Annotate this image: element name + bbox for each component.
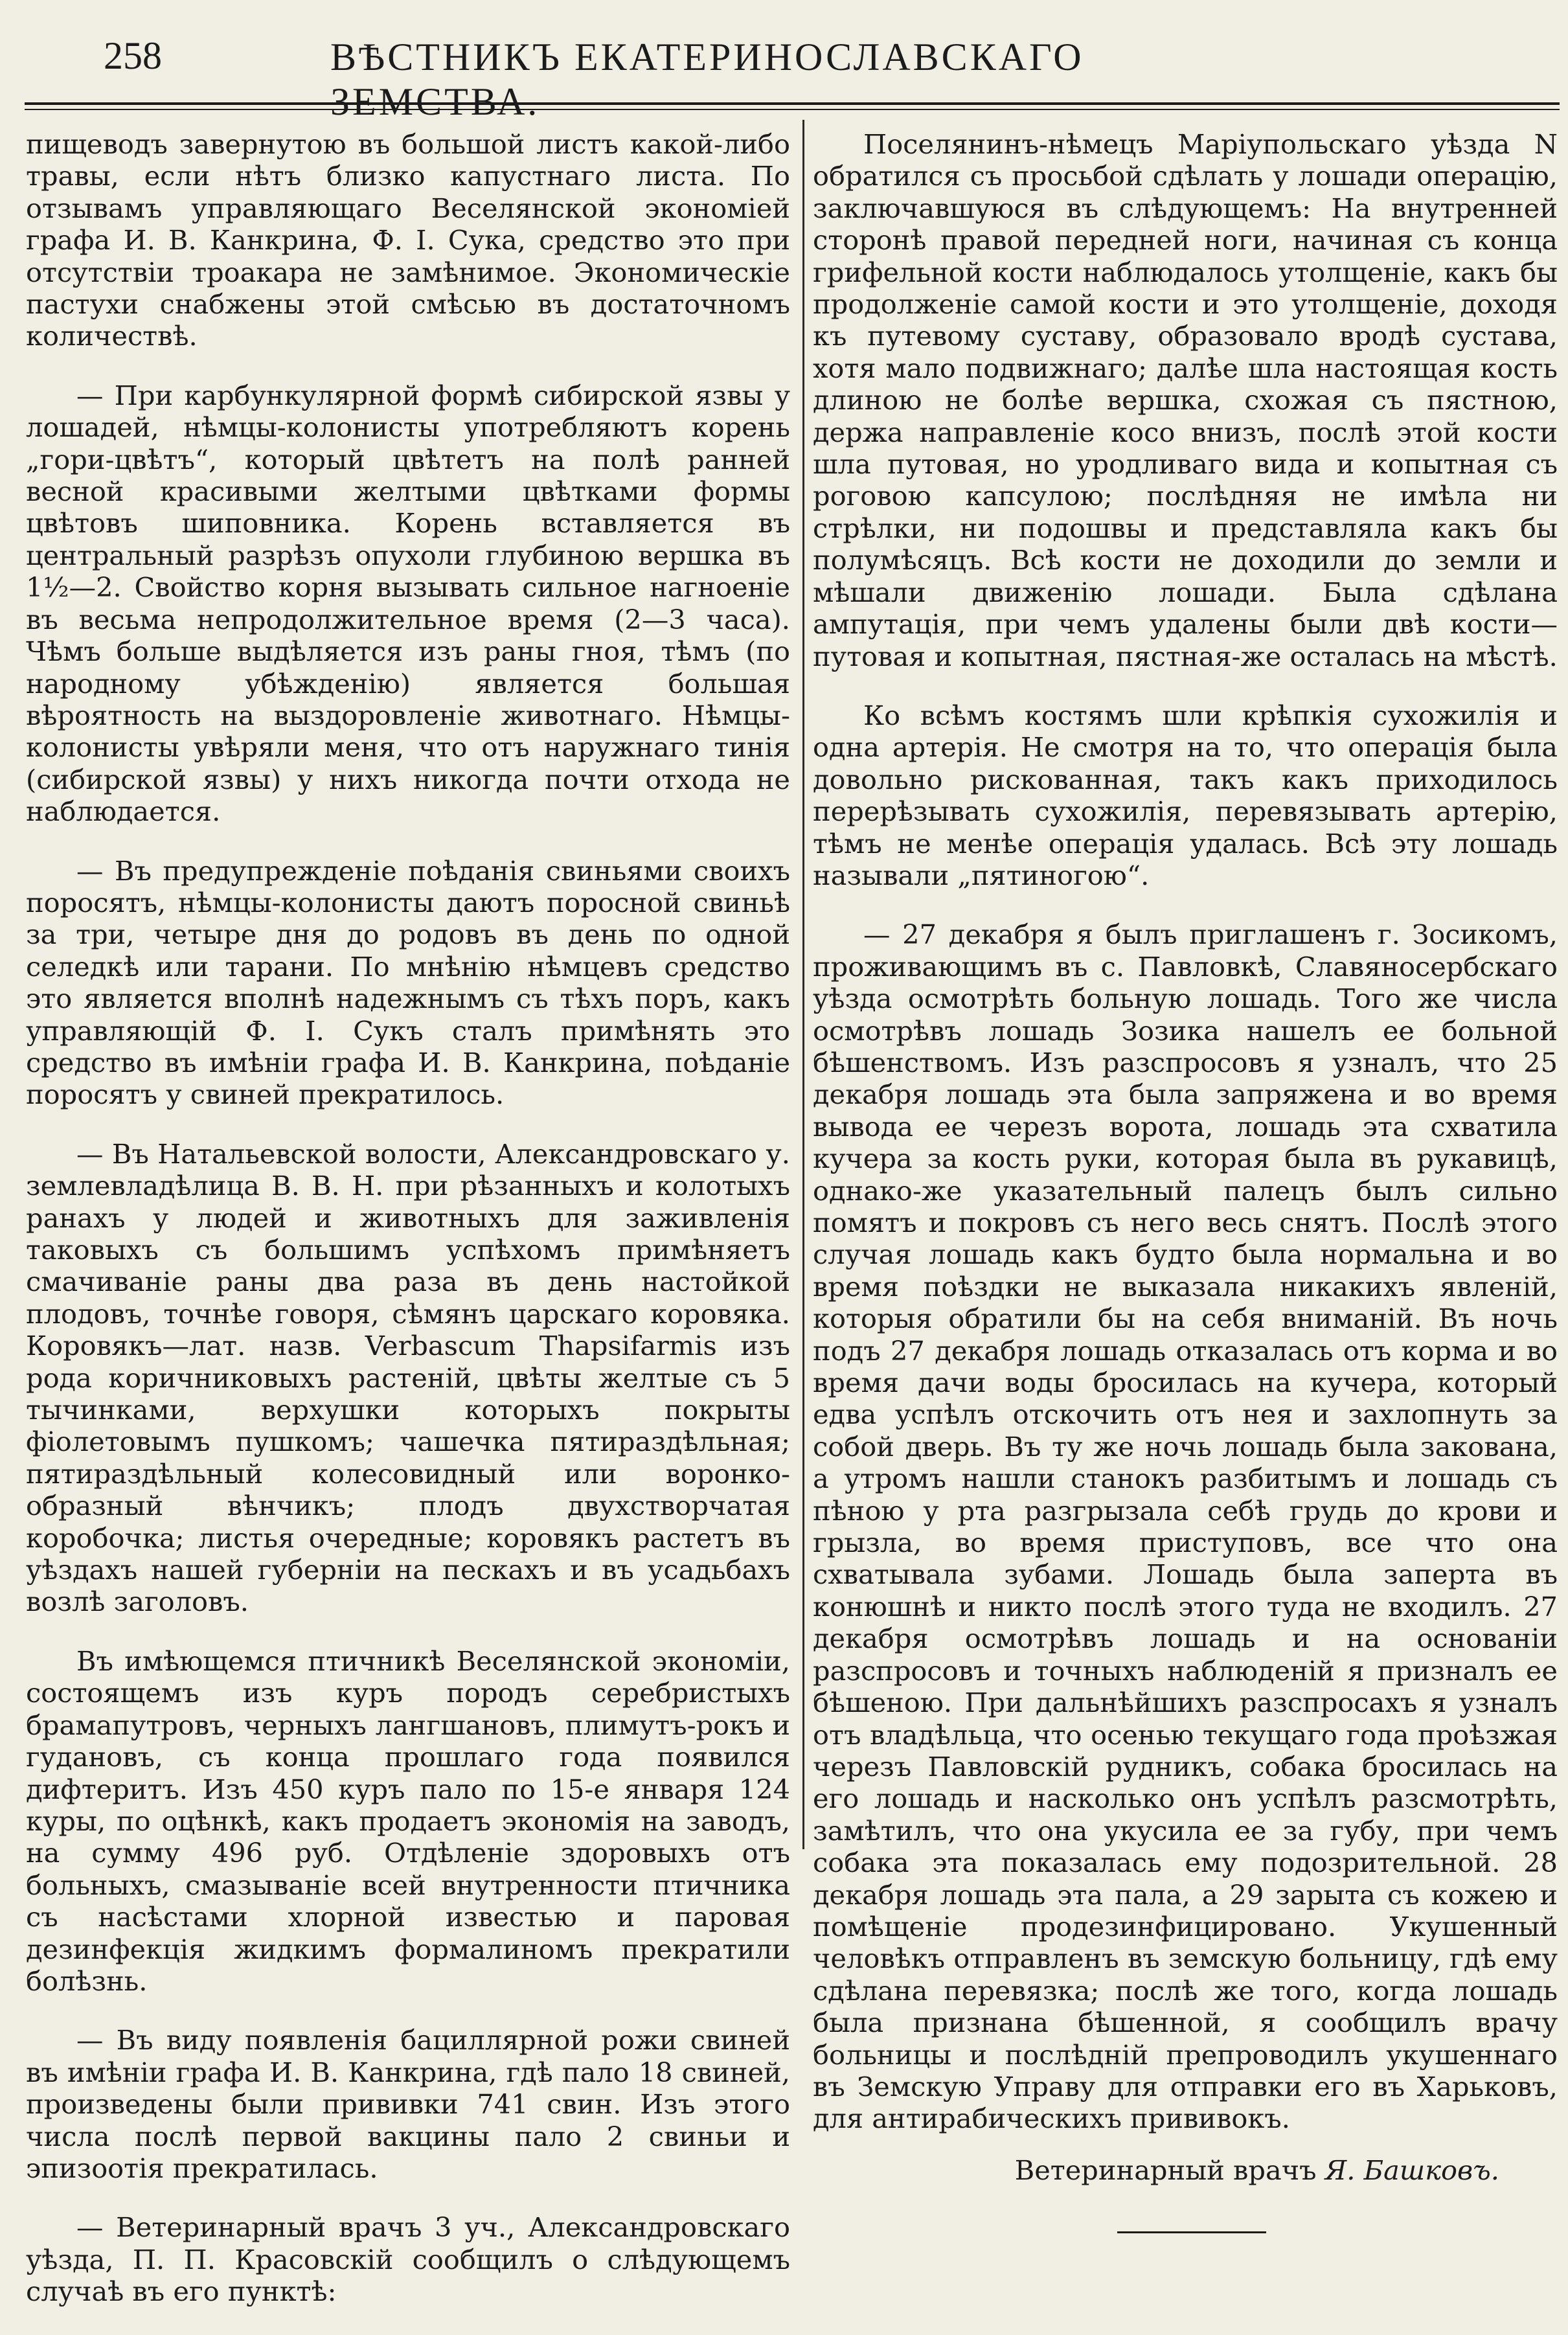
left-column <box>26 128 790 2335</box>
end-rule <box>1117 2231 1266 2233</box>
paragraph: — 27 декабря я былъ приглашенъ г. Зосикомъ, проживающимъ въ с. Павловкѣ, Славяносербскаго уѣзда осмотрѣть больную лошадь. Того же числа осмотрѣвъ лошадь Зозика нашелъ ее больной бѣшенствомъ. Изъ разспросовъ я узналъ, что 25 декабря лошадь эта была запряжена и во время вывода ее черезъ ворота, лошадь эта схватила кучера за кость руки, которая была въ рукавицѣ, однако-же указательный палецъ былъ сильно помятъ и покровъ съ него весь снятъ. Послѣ этого случая лошадь какъ будто была нормальна и во время поѣздки не выказала никакихъ явленій, которыя обратили бы на себя вниманій. Въ ночь подъ 27 декабря лошадь отказалась отъ корма и во время дачи воды бросилась на кучера, который едва успѣлъ отскочить отъ нея и захлопнуть за собой дверь. Въ ту же ночь лошадь была закована, а утромъ нашли станокъ разбитымъ и лошадь съ пѣною у рта разгрызала себѣ грудь до крови и грызла, во время приступовъ, все что она схватывала зубами. Лошадь была заперта въ конюшнѣ и никто послѣ этого туда не входилъ. 27 декабря осмотрѣвъ лошадь и на основаніи разспросовъ и точныхъ наблюденій я призналъ ее бѣшеною. При дальнѣйшихъ разспросахъ я узналъ отъ владѣльца, что осенью текущаго года проѣзжая черезъ Павловскій рудникъ, собака бросилась на его лошадь и насколько онъ успѣлъ разсмотрѣть, замѣтилъ, что она укусила ее за губу, при чемъ собака эта показалась ему подозрительной. 28 декабря лошадь эта пала, а 29 зарыта съ кожею и помѣщеніе продезинфицировано. Укушенный человѣкъ отправленъ въ земскую больницу, гдѣ ему сдѣлана перевязка; послѣ же того, когда лошадь была признана бѣшенной, я сообщилъ врачу больницы и послѣдній препроводилъ укушеннаго въ Земскую Управу для отправки его въ Харьковъ, для антирабическихъ прививокъ. <box>813 918 1558 2135</box>
paragraph: — Въ виду появленія бациллярной рожи свиней въ имѣніи графа И. В. Канкрина, гдѣ пало 18 свиней, произведены были прививки 741 свин. Изъ этого числа послѣ первой вакцины пало 2 свиньи и эпизоотія прекратилась. <box>26 2024 790 2184</box>
paragraph: — Ветеринарный врачъ 3 уч., Александровскаго уѣзда, П. П. Красовскій сообщилъ о слѣдующемъ случаѣ въ его пунктѣ: <box>26 2211 790 2308</box>
paragraph: — Въ предупрежденіе поѣданія свиньями своихъ поросятъ, нѣмцы-колонисты даютъ поросной свиньѣ за три, четыре дня до родовъ въ день по одной селедкѣ или тарани. По мнѣнію нѣмцевъ средство это является вполнѣ надежнымъ съ тѣхъ поръ, какъ управляющій Ф. І. Сукъ сталъ примѣнять это средство въ имѣніи графа И. В. Канкрина, поѣданіе поросятъ у свиней прекратилось. <box>26 854 790 1111</box>
paragraph: Ко всѣмъ костямъ шли крѣпкія сухожилія и одна артерія. Не смотря на то, что операція была довольно рискованная, такъ какъ приходилось перерѣзывать сухожилія, перевязывать артерію, тѣмъ не менѣе операція удалась. Всѣ эту лошадь называли „пятиногою“. <box>813 699 1558 891</box>
paragraph: Поселянинъ-нѣмецъ Маріупольскаго уѣзда N обратился съ просьбой сдѣлать у лошади операцію, заключавшуюся въ слѣдующемъ: На внутренней сторонѣ правой передней ноги, начиная съ конца грифельной кости наблюдалось утолщеніе, какъ бы продолженіе самой кости и это утолщеніе, доходя къ путевому суставу, образовало вродѣ сустава, хотя мало подвижнаго; далѣе шла настоящая кость длиною не болѣе вершка, схожая съ пястною, держа направленіе косо внизъ, послѣ этой кости шла путовая, но уродливаго вида и копытная съ роговою капсулою; послѣдняя не имѣла ни стрѣлки, ни подошвы и представляла какъ бы полумѣсяцъ. Всѣ кости не доходили до земли и мѣшали движенію лошади. Была сдѣлана ампутація, при чемъ удалены были двѣ кости—путовая и копытная, пястная-же осталась на мѣстѣ. <box>813 128 1558 672</box>
page-number: 258 <box>104 34 162 77</box>
signature-name: Я. Башковъ. <box>1324 2154 1499 2186</box>
paragraph: — При карбункулярной формѣ сибирской язвы у лошадей, нѣмцы-колонисты употребляютъ корень „гори-цвѣтъ“, который цвѣтетъ на полѣ ранней весной красивыми желтыми цвѣтками формы цвѣтовъ шиповника. Корень вставляется въ центральный разрѣзъ опухоли глубиною вершка въ 1½—2. Свойство корня вызывать сильное нагноеніе въ весьма непродолжительное время (2—3 часа). Чѣмъ больше выдѣляется изъ раны гноя, тѣмъ (по народному убѣжденію) является большая вѣроятность на выздоровленіе животнаго. Нѣмцы-колонисты увѣряли меня, что отъ наружнаго тинія (сибирской язвы) у нихъ никогда почти отхода не наблюдается. <box>26 379 790 828</box>
running-title: ВѢСТНИКЪ ЕКАТЕРИНОСЛАВСКАГО ЗЕМСТВА. <box>330 36 1084 123</box>
right-column <box>813 128 1558 2233</box>
paragraph: — Въ Натальевской волости, Александровскаго у. землевладѣлица В. В. Н. при рѣзанныхъ и колотыхъ ранахъ у людей и животныхъ для заживленія таковыхъ съ большимъ успѣхомъ примѣняетъ смачиваніе раны два раза въ день настойкой плодовъ, точнѣе говоря, сѣмянъ царскаго коровяка. Коровякъ—лат. назв. Verbascum Thapsifarmis изъ рода коричниковыхъ растеній, цвѣты желтые съ 5 тычинками, верхушки которыхъ покрыты фіолетовымъ пушкомъ; чашечка пятираздѣльная; пятираздѣльный колесовидный или воронко-образный вѣнчикъ; плодъ двухстворчатая коробочка; листья очередные; коровякъ растетъ въ уѣздахъ нашей губерніи на пескахъ и въ усадьбахъ возлѣ заголовъ. <box>26 1137 790 1618</box>
column-divider <box>802 120 804 1849</box>
signature-title: Ветеринарный врачъ <box>1014 2154 1317 2186</box>
paragraph: пищеводъ завернутою въ большой листъ какой-либо травы, если нѣтъ близко капустнаго листа. По отзывамъ управляющаго Веселянской экономіей графа И. В. Канкрина, Ф. І. Сука, средство это при отсутствіи троакара не замѣнимое. Экономическіе пастухи снабжены этой смѣсью въ достаточномъ количествѣ. <box>26 128 790 352</box>
paragraph: Въ имѣющемся птичникѣ Веселянской экономіи, состоящемъ изъ куръ породъ серебристыхъ брамапутровъ, черныхъ лангшановъ, плимутъ-рокъ и гудановъ, съ конца прошлаго года появился дифтеритъ. Изъ 450 куръ пало по 15-е января 124 куры, по оцѣнкѣ, какъ продаетъ экономія на заводъ, на сумму 496 руб. Отдѣленіе здоровыхъ отъ больныхъ, смазываніе всей внутренности птичника съ насѣстами хлорной известью и паровая дезинфекція жидкимъ формалиномъ прекратили болѣзнь. <box>26 1645 790 1997</box>
header-rule <box>25 102 1560 110</box>
signature <box>813 2154 1499 2186</box>
page-header <box>97 26 1263 123</box>
